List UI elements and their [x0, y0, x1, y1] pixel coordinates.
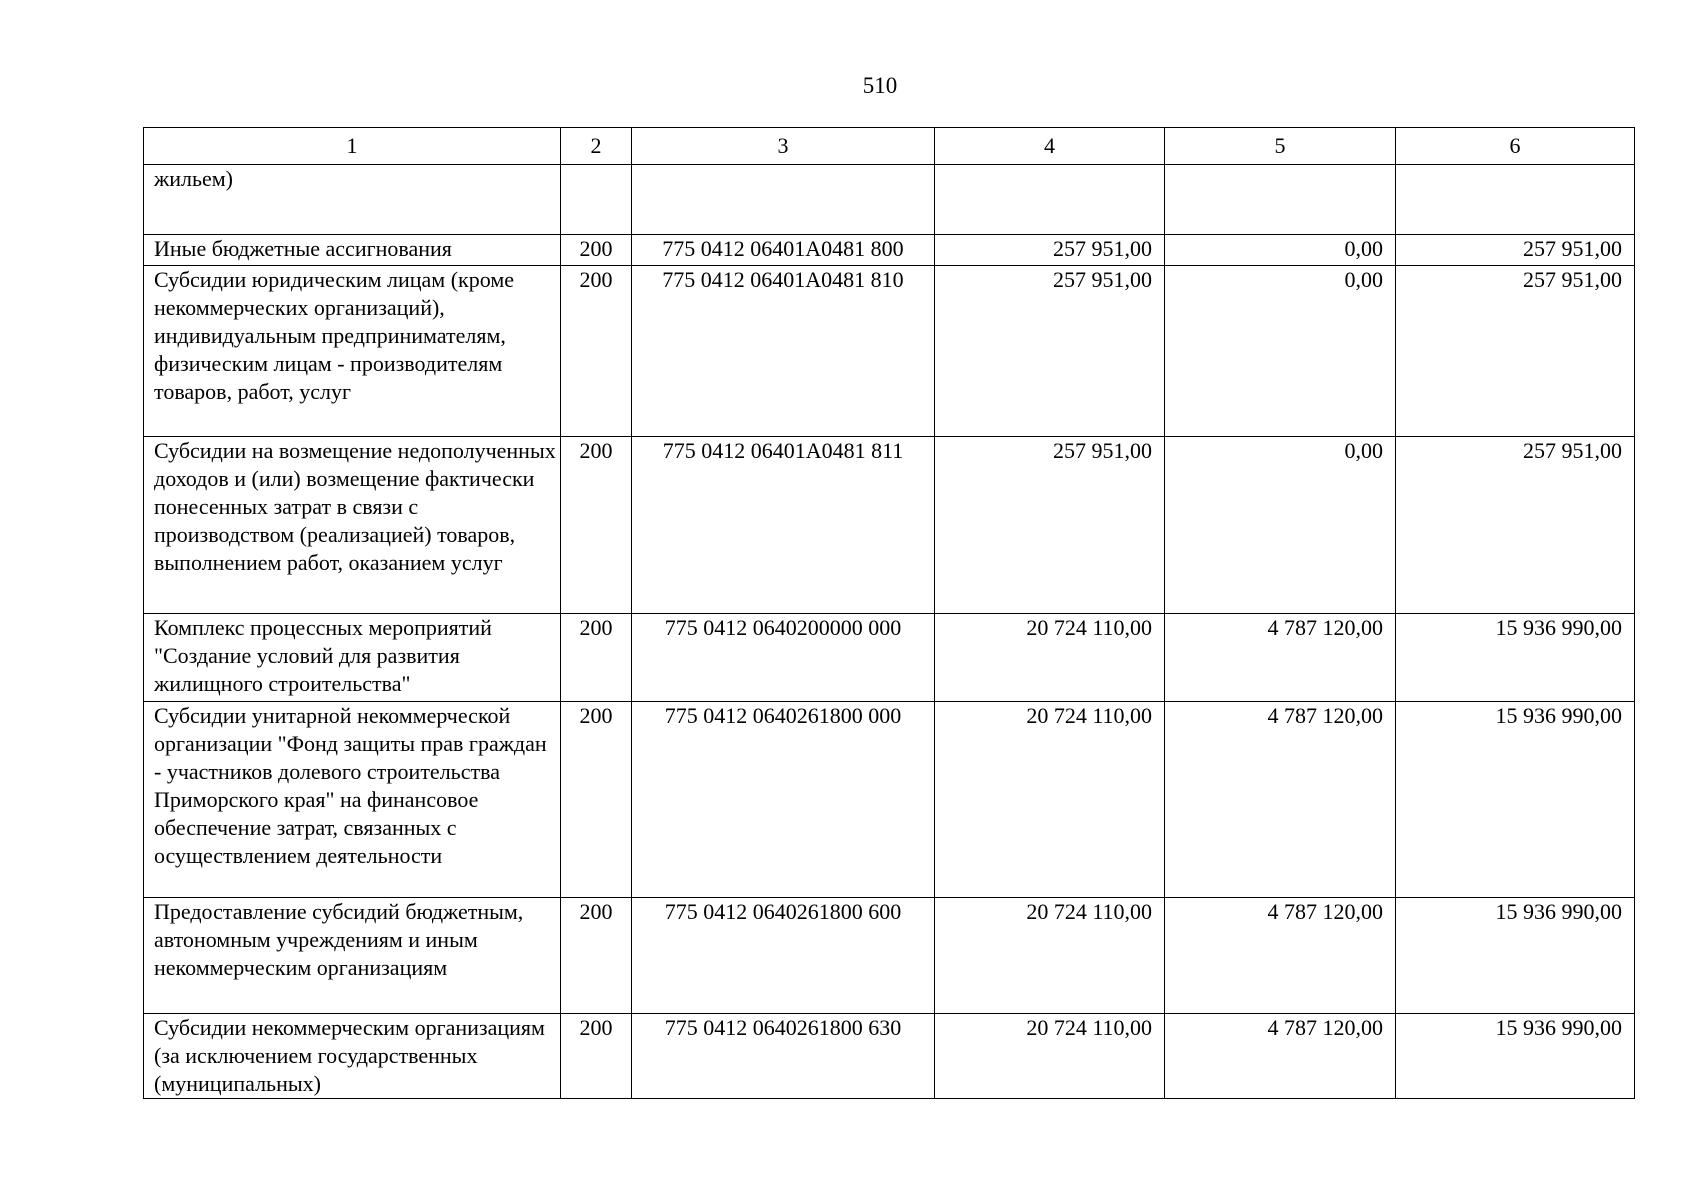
row-kbk	[632, 165, 935, 235]
page-number: 510	[862, 73, 898, 98]
row-value-4: 257 951,00	[935, 437, 1165, 614]
row-kbk: 775 0412 06401A0481 811	[632, 437, 935, 614]
table-row	[144, 898, 1635, 1014]
row-value-5: 4 787 120,00	[1165, 898, 1396, 1014]
row-value-4: 20 724 110,00	[935, 898, 1165, 1014]
row-code: 200	[561, 1014, 632, 1099]
row-name: Субсидии некоммерческим организациям (за исключением государственных (муниципальных)	[144, 1014, 561, 1099]
column-header: 6	[1396, 128, 1635, 165]
row-value-6: 15 936 990,00	[1396, 1014, 1635, 1099]
row-value-5: 0,00	[1165, 235, 1396, 266]
row-value-6: 257 951,00	[1396, 235, 1635, 266]
row-value-4	[935, 165, 1165, 235]
table-row	[144, 266, 1635, 437]
row-value-5: 0,00	[1165, 437, 1396, 614]
row-value-6: 15 936 990,00	[1396, 898, 1635, 1014]
row-value-4: 20 724 110,00	[935, 1014, 1165, 1099]
row-kbk: 775 0412 0640261800 000	[632, 702, 935, 898]
table-header-row	[144, 128, 1635, 165]
table-row	[144, 1014, 1635, 1099]
row-name: Комплекс процессных мероприятий "Создание условий для развития жилищного строительства"	[144, 614, 561, 702]
row-value-4: 257 951,00	[935, 235, 1165, 266]
table-row	[144, 235, 1635, 266]
column-header: 5	[1165, 128, 1396, 165]
table-row	[144, 165, 1635, 235]
row-value-4: 257 951,00	[935, 266, 1165, 437]
row-name: Субсидии на возмещение недополученных доходов и (или) возмещение фактически понесенных затрат в связи с производством (реализацией) товаров, выполнением работ, оказанием услуг	[144, 437, 561, 614]
row-kbk: 775 0412 06401A0481 810	[632, 266, 935, 437]
row-code: 200	[561, 702, 632, 898]
row-code: 200	[561, 235, 632, 266]
row-value-5: 4 787 120,00	[1165, 1014, 1396, 1099]
row-name: Предоставление субсидий бюджетным, автономным учреждениям и иным некоммерческим организациям	[144, 898, 561, 1014]
row-kbk: 775 0412 0640261800 630	[632, 1014, 935, 1099]
row-kbk: 775 0412 06401A0481 800	[632, 235, 935, 266]
column-header: 2	[561, 128, 632, 165]
row-name: Субсидии юридическим лицам (кроме некоммерческих организаций), индивидуальным предпринимателям, физическим лицам - производителям товаров, работ, услуг	[144, 266, 561, 437]
budget-table	[143, 127, 1635, 1099]
row-value-5: 4 787 120,00	[1165, 614, 1396, 702]
row-value-4: 20 724 110,00	[935, 702, 1165, 898]
column-header: 1	[144, 128, 561, 165]
row-name: жильем)	[144, 165, 561, 235]
row-value-4: 20 724 110,00	[935, 614, 1165, 702]
column-header: 4	[935, 128, 1165, 165]
table-row	[144, 702, 1635, 898]
row-value-6: 15 936 990,00	[1396, 614, 1635, 702]
row-kbk: 775 0412 0640261800 600	[632, 898, 935, 1014]
row-name: Иные бюджетные ассигнования	[144, 235, 561, 266]
row-code: 200	[561, 614, 632, 702]
row-value-6: 257 951,00	[1396, 437, 1635, 614]
row-code: 200	[561, 437, 632, 614]
row-value-5: 4 787 120,00	[1165, 702, 1396, 898]
row-value-6: 257 951,00	[1396, 266, 1635, 437]
row-code: 200	[561, 266, 632, 437]
row-value-6: 15 936 990,00	[1396, 702, 1635, 898]
row-name: Субсидии унитарной некоммерческой организации "Фонд защиты прав граждан - участников долевого строительства Приморского края" на финансовое обеспечение затрат, связанных с осуществлением деятельности	[144, 702, 561, 898]
column-header: 3	[632, 128, 935, 165]
row-code	[561, 165, 632, 235]
table-row	[144, 614, 1635, 702]
row-value-5	[1165, 165, 1396, 235]
row-value-5: 0,00	[1165, 266, 1396, 437]
row-value-6	[1396, 165, 1635, 235]
row-code: 200	[561, 898, 632, 1014]
table-row	[144, 437, 1635, 614]
row-kbk: 775 0412 0640200000 000	[632, 614, 935, 702]
